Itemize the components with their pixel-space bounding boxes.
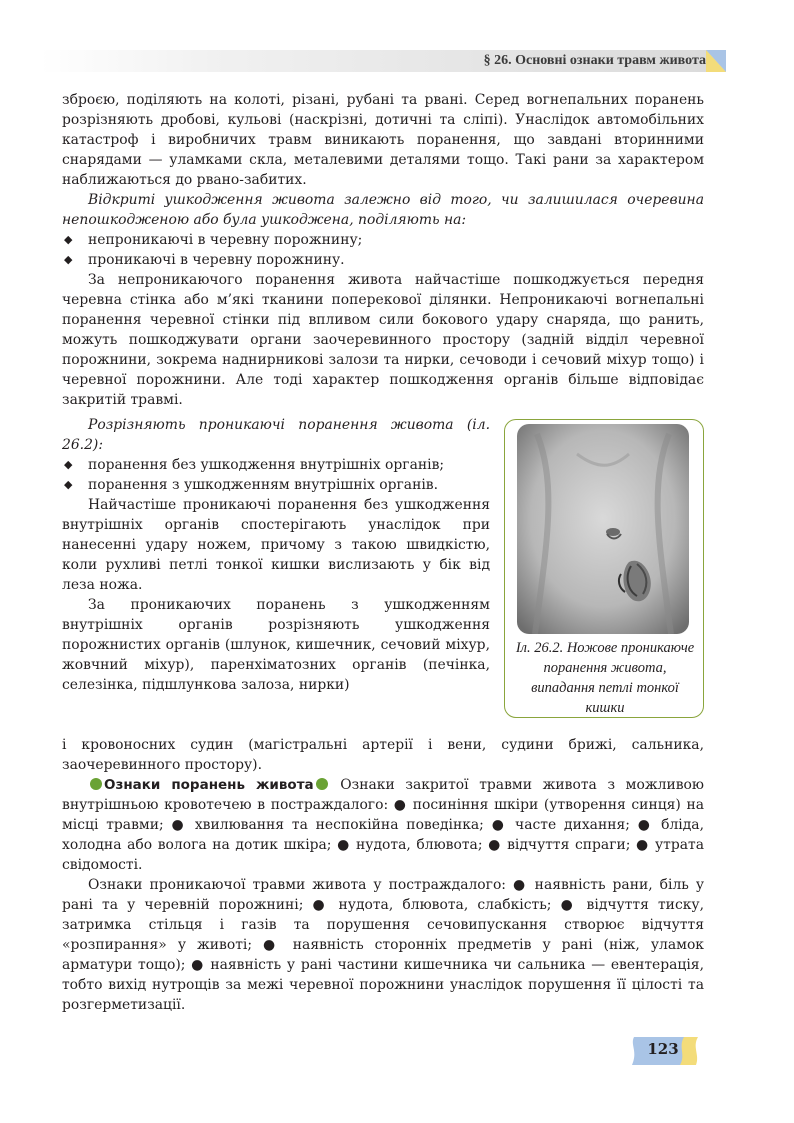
list-item: ◆ непроникаючі в черевну порожнину; [62,230,704,250]
section-title: § 26. Основні ознаки травм живота [483,53,706,68]
paragraph-italic: Розрізняють проникаючі поранення живота (іл. 26.2): [62,417,490,453]
green-dot-icon [316,778,328,790]
abdomen-wound-illustration [517,424,689,634]
signs-paragraph [62,775,704,875]
list-item: ◆ поранення з ушкодженням внутрішніх органів. [62,475,490,495]
left-column-text [62,415,490,695]
paragraph: Ознаки проникаючої травми живота у постраждалого: ● наявність рани, біль у рані та у черевній порожнині; ● нудота, блювота, слабкість; ● відчуття тиску, затримка стільця і газів та порушення сечовипускання створює відчуття «розпирання» у животі; ● наявність сторонніх предметів у рані (ніж, уламок арматури тощо); ● наявність у рані частини кишечника чи сальника — евентерація, тобто вихід нутрощів за межі черевної порожнини унаслідок порушення її цілості та розгерметизації. [62,877,704,1013]
list-item: ◆ проникаючі в черевну порожнину. [62,250,704,270]
bullet-list [62,455,490,495]
paragraph: зброєю, поділяють на колоті, різані, рубані та рвані. Серед вогнепальних поранень розрізняють дробові, кульові (наскрізні, дотичні та сліпі). Унаслідок автомобільних катастроф і виробничих травм виникають поранення, що завдані вторинними снарядами — уламками скла, металевими деталями тощо. Такі рани за характером наближаються до рвано-забитих. [62,92,704,188]
paragraph: За непроникаючого поранення живота найчастіше пошкоджується передня черевна стінка або м’які тканини поперекової ділянки. Непроникаючі вогнепальні поранення черевної стінки під впливом сили бокового удару снаряда, що ранить, можуть пошкоджувати органи заочеревинного простору (задній відділ черевної порожнини, зокрема наднирникові залози та нирки, сечоводи і сечовий міхур тощо) і черевної порожнини. Але тоді характер пошкодження органів більше відповідає закритій травмі. [62,272,704,408]
bullet-list [62,230,704,270]
paragraph-text: Ознаки закритої травми живота з можливою внутрішньою кровотечею в постраждалого: ● посиніння шкіри (утворення синця) на місці травми; ● хвилювання та неспокійна поведінка; ● часте дихання; ● бліда, холодна або волога на дотик шкіра; ● нудота, блювота; ● відчуття спраги; ● утрата свідомості. [62,777,704,873]
top-text-block [62,90,704,410]
section-heading: Ознаки поранень живота [104,777,314,793]
green-dot-icon [90,778,102,790]
paragraph: За проникаючих поранень з ушкодженням внутрішніх органів розрізняють ушкодження порожнистих органів (шлунок, кишечник, сечовий міхур, жовчний міхур), паренхіматозних органів (печінка, селезінка, підшлункова залоза, нирки) [62,597,490,693]
paragraph: Найчастіше проникаючі поранення без ушкодження внутрішніх органів спостерігають унаслідок при нанесенні удару ножем, причому з такою швидкістю, коли рухливі петлі тонкої кишки вислизають у бік від леза ножа. [62,497,490,593]
header-corner-decoration [706,50,726,72]
figure-caption: Іл. 26.2. Ножове проникаюче поранення живота, випадання петлі тонкої кишки [515,640,695,716]
list-item: ◆ поранення без ушкодження внутрішніх органів; [62,455,490,475]
page-number: 123 [647,1040,679,1058]
paragraph-italic: Відкриті ушкодження живота залежно від того, чи залишилася очеревина непошкодженою або була ушкоджена, поділяють на: [62,192,704,228]
bottom-text-block [62,735,704,1015]
paragraph: і кровоносних судин (магістральні артерії і вени, судини брижі, сальника, заочеревинного простору). [62,737,704,773]
